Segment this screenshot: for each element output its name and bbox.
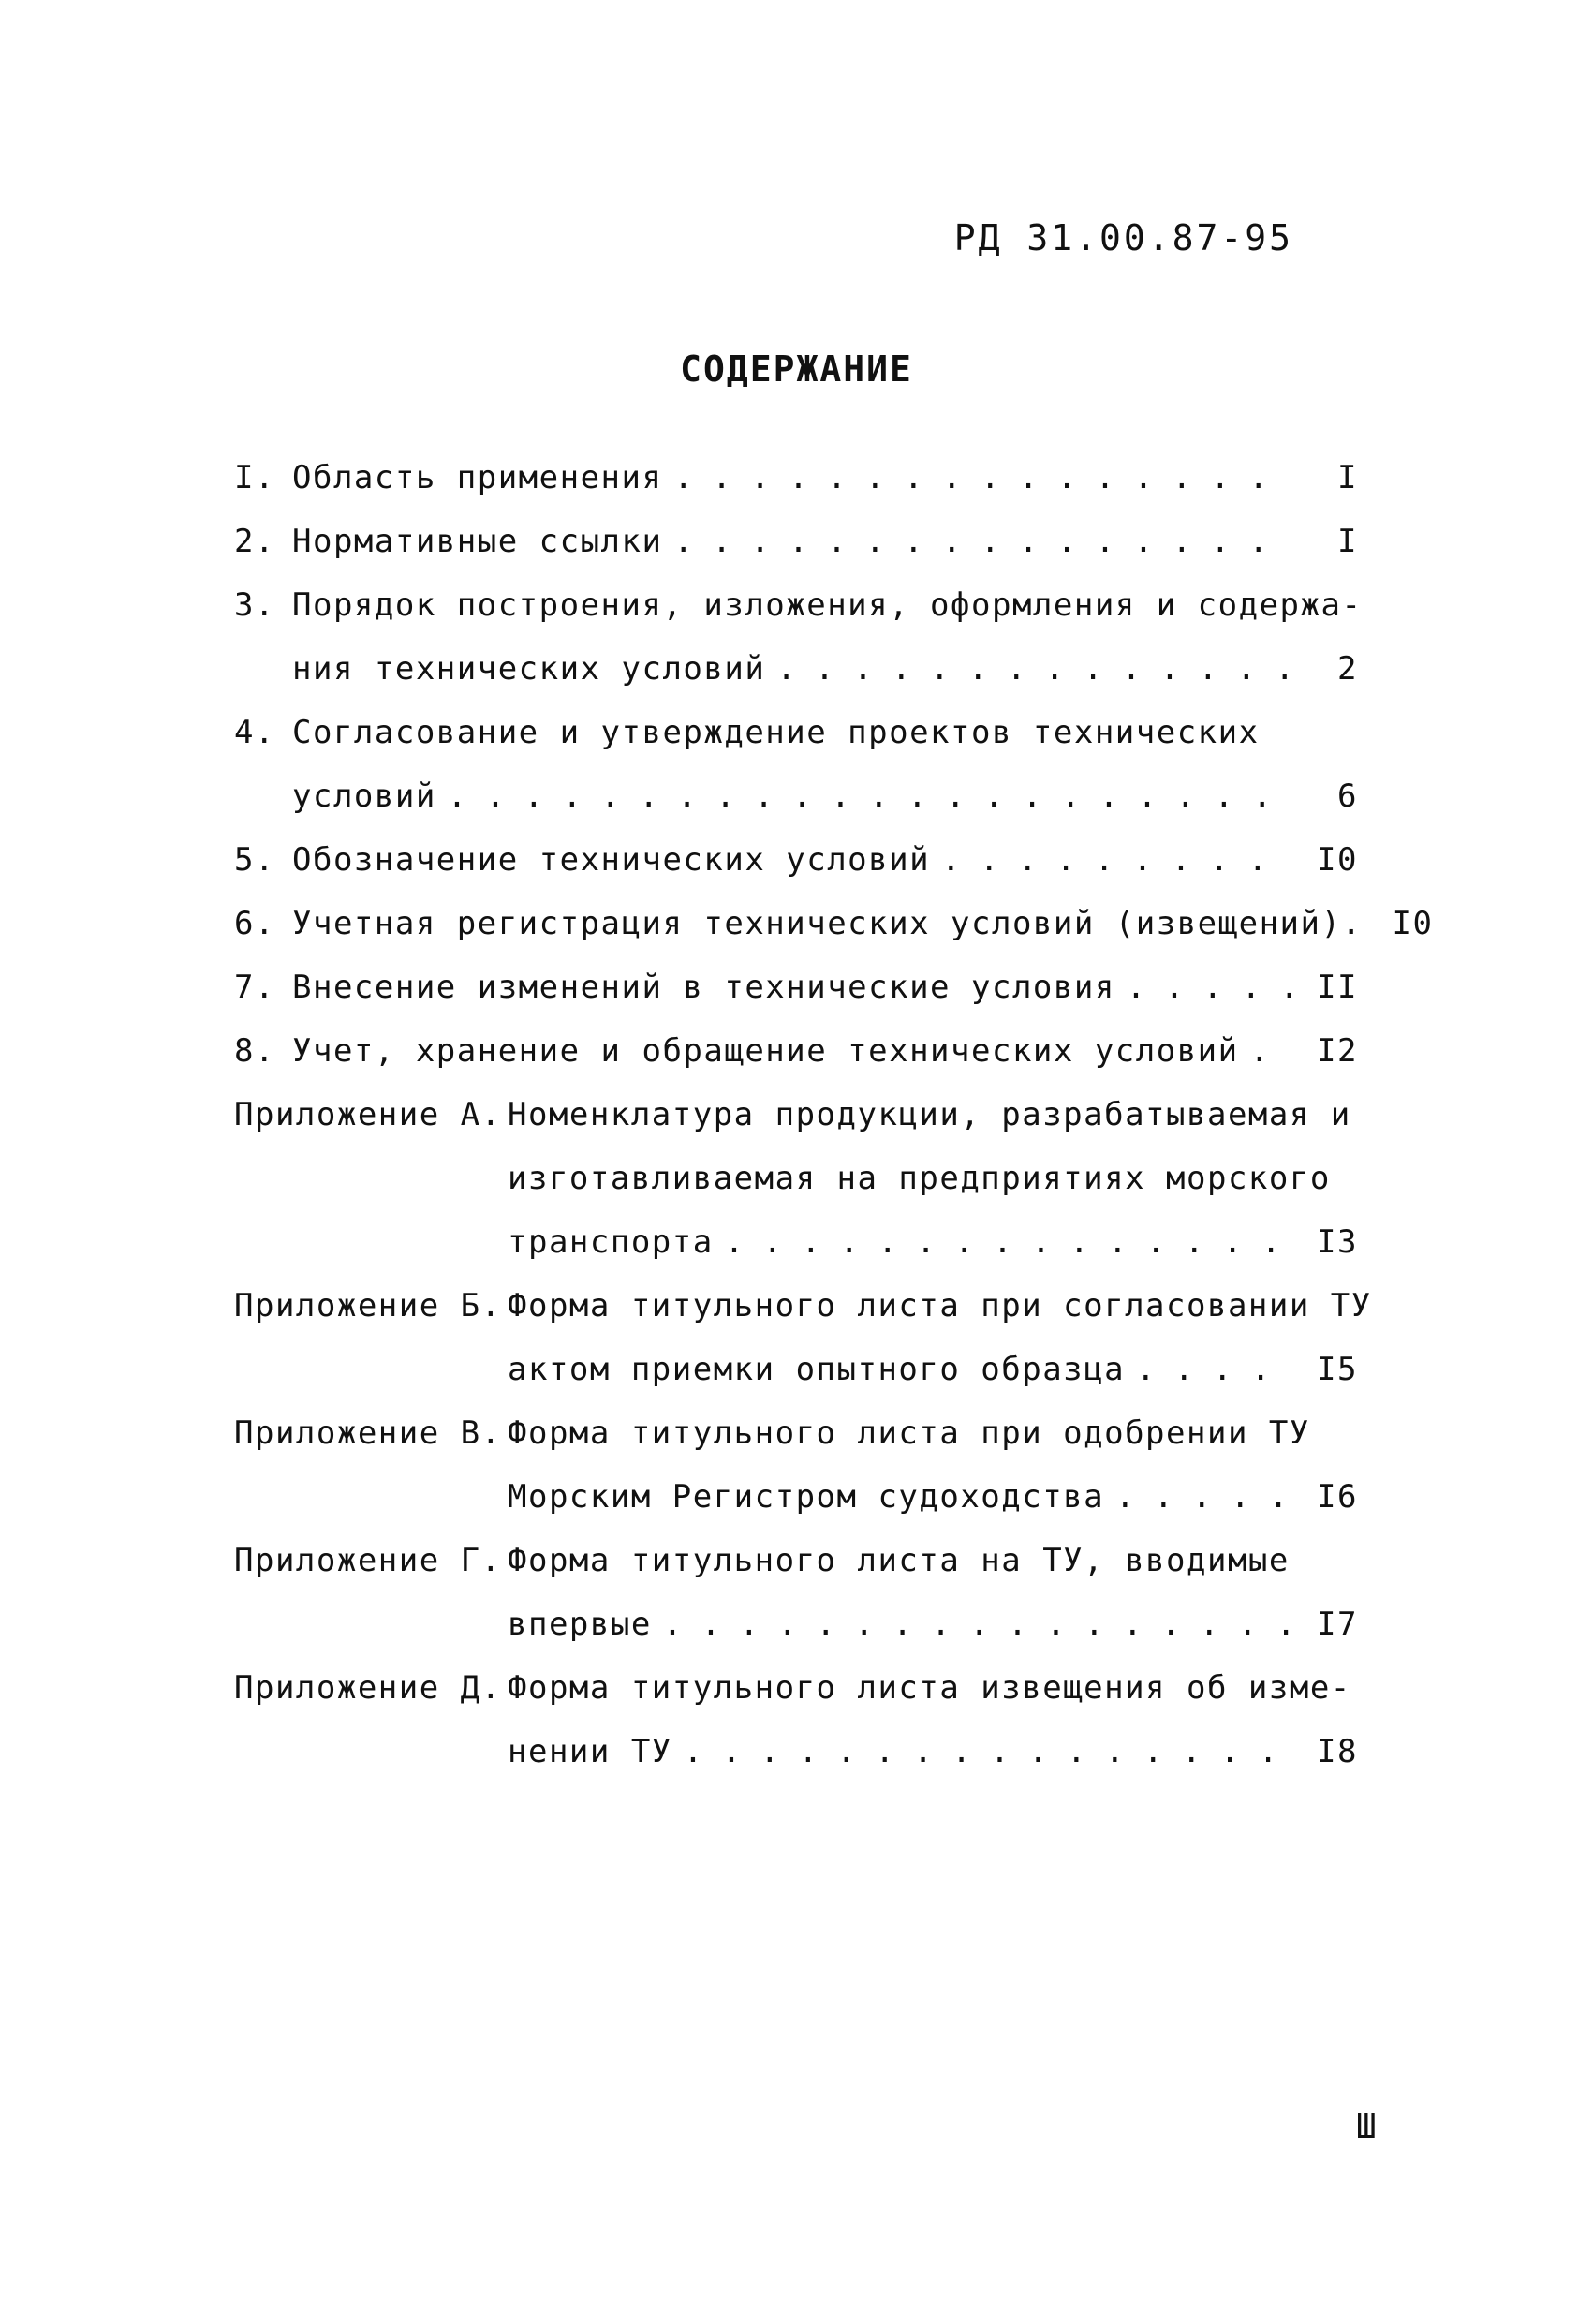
toc-entry-7[interactable]	[234, 969, 1358, 1032]
toc-entry-6[interactable]	[234, 905, 1434, 969]
appendix-label: Приложение Г.	[234, 1542, 502, 1579]
toc-leader-dots	[1115, 1478, 1291, 1516]
toc-appendix-b-continuation[interactable]	[234, 1351, 1358, 1414]
toc-leader-dots	[776, 650, 1291, 688]
toc-entry-text: Форма титульного листа на ТУ, вводимые	[508, 1542, 1290, 1579]
toc-page-number: 2	[1337, 650, 1358, 688]
toc-entry-2[interactable]	[234, 523, 1358, 586]
toc-leader-dots	[673, 523, 1291, 560]
toc-leader-dots	[941, 841, 1291, 879]
toc-entry-number: 8.	[234, 1032, 275, 1070]
toc-entry-text: Форма титульного листа при одобрении ТУ	[508, 1414, 1310, 1452]
toc-entry-text: Учетная регистрация технических условий (извещений).	[292, 905, 1363, 942]
toc-entry-text: Внесение изменений в технические условия	[292, 969, 1115, 1006]
toc-page-number: II	[1317, 969, 1358, 1006]
toc-appendix-b[interactable]	[234, 1287, 1372, 1351]
toc-entry-3-continuation[interactable]	[234, 650, 1358, 714]
toc-leader-dots	[673, 459, 1291, 496]
toc-entry-number: 2.	[234, 523, 275, 560]
toc-entry-text: Морским Регистром судоходства	[508, 1478, 1105, 1516]
toc-page-number: 6	[1337, 777, 1358, 815]
toc-entry-number: 4.	[234, 714, 275, 751]
toc-entry-text: Номенклатура продукции, разрабатываемая и	[508, 1096, 1351, 1133]
document-code: РД 31.00.87-95	[953, 217, 1293, 259]
toc-appendix-a[interactable]	[234, 1096, 1358, 1160]
toc-leader-dots	[725, 1223, 1291, 1261]
toc-entry-text: условий	[292, 777, 436, 815]
toc-entry-text: нении ТУ	[508, 1733, 672, 1770]
toc-appendix-d-continuation[interactable]	[234, 1733, 1358, 1797]
toc-entry-text: Форма титульного листа извещения об изме-	[508, 1669, 1351, 1707]
toc-entry-number: 3.	[234, 586, 275, 624]
toc-leader-dots	[1127, 969, 1291, 1006]
toc-entry-8[interactable]	[234, 1032, 1358, 1096]
toc-appendix-g[interactable]	[234, 1542, 1358, 1606]
toc-leader-dots	[1250, 1032, 1291, 1070]
toc-page-number: I0	[1392, 905, 1434, 942]
toc-page-number: I8	[1317, 1733, 1358, 1770]
toc-entry-text: Согласование и утверждение проектов технических	[292, 714, 1260, 751]
toc-entry-text: Нормативные ссылки	[292, 523, 663, 560]
toc-leader-dots	[684, 1733, 1291, 1770]
toc-entry-4-continuation[interactable]	[234, 777, 1358, 841]
toc-appendix-v-continuation[interactable]	[234, 1478, 1358, 1542]
toc-appendix-d[interactable]	[234, 1669, 1358, 1733]
toc-page-number: I5	[1317, 1351, 1358, 1388]
toc-entry-text: транспорта	[508, 1223, 714, 1261]
toc-entry-1[interactable]	[234, 459, 1358, 523]
toc-entry-number: 5.	[234, 841, 275, 879]
sheet-number: Ш	[1356, 2108, 1377, 2146]
toc-entry-4[interactable]	[234, 714, 1358, 777]
toc-entry-number: I.	[234, 459, 275, 496]
toc-page-number: I0	[1317, 841, 1358, 879]
toc-entry-text: Обозначение технических условий	[292, 841, 931, 879]
toc-page-number: I	[1337, 523, 1358, 560]
toc-entry-3[interactable]	[234, 586, 1363, 650]
toc-entry-text: ния технических условий	[292, 650, 766, 688]
appendix-label: Приложение Б.	[234, 1287, 502, 1325]
toc-entry-text: впервые	[508, 1606, 652, 1643]
toc-appendix-a-continuation[interactable]	[234, 1223, 1358, 1287]
toc-entry-text: актом приемки опытного образца	[508, 1351, 1126, 1388]
toc-leader-dots	[1136, 1351, 1291, 1388]
appendix-label: Приложение А.	[234, 1096, 502, 1133]
toc-appendix-v[interactable]	[234, 1414, 1358, 1478]
toc-entry-text: изготавливаемая на предприятиях морского	[508, 1160, 1331, 1197]
toc-entry-text: Область применения	[292, 459, 663, 496]
toc-entry-5[interactable]	[234, 841, 1358, 905]
toc-page-number: I3	[1317, 1223, 1358, 1261]
toc-entry-number: 7.	[234, 969, 275, 1006]
toc-page-number: I7	[1317, 1606, 1358, 1643]
appendix-label: Приложение Д.	[234, 1669, 502, 1707]
toc-page-number: I	[1337, 459, 1358, 496]
toc-entry-text: Порядок построения, изложения, оформления и содержа-	[292, 586, 1363, 624]
toc-leader-dots	[448, 777, 1291, 815]
toc-page-number: I2	[1317, 1032, 1358, 1070]
toc-appendix-g-continuation[interactable]	[234, 1606, 1358, 1669]
table-of-contents	[234, 459, 1434, 1797]
toc-leader-dots	[663, 1606, 1291, 1643]
toc-entry-text: Учет, хранение и обращение технических условий	[292, 1032, 1239, 1070]
toc-title: СОДЕРЖАНИЕ	[680, 348, 913, 390]
toc-entry-text: Форма титульного листа при согласовании ТУ	[508, 1287, 1372, 1325]
toc-page-number: I6	[1317, 1478, 1358, 1516]
toc-entry-number: 6.	[234, 905, 275, 942]
appendix-label: Приложение В.	[234, 1414, 502, 1452]
toc-appendix-a-continuation	[234, 1160, 1358, 1223]
